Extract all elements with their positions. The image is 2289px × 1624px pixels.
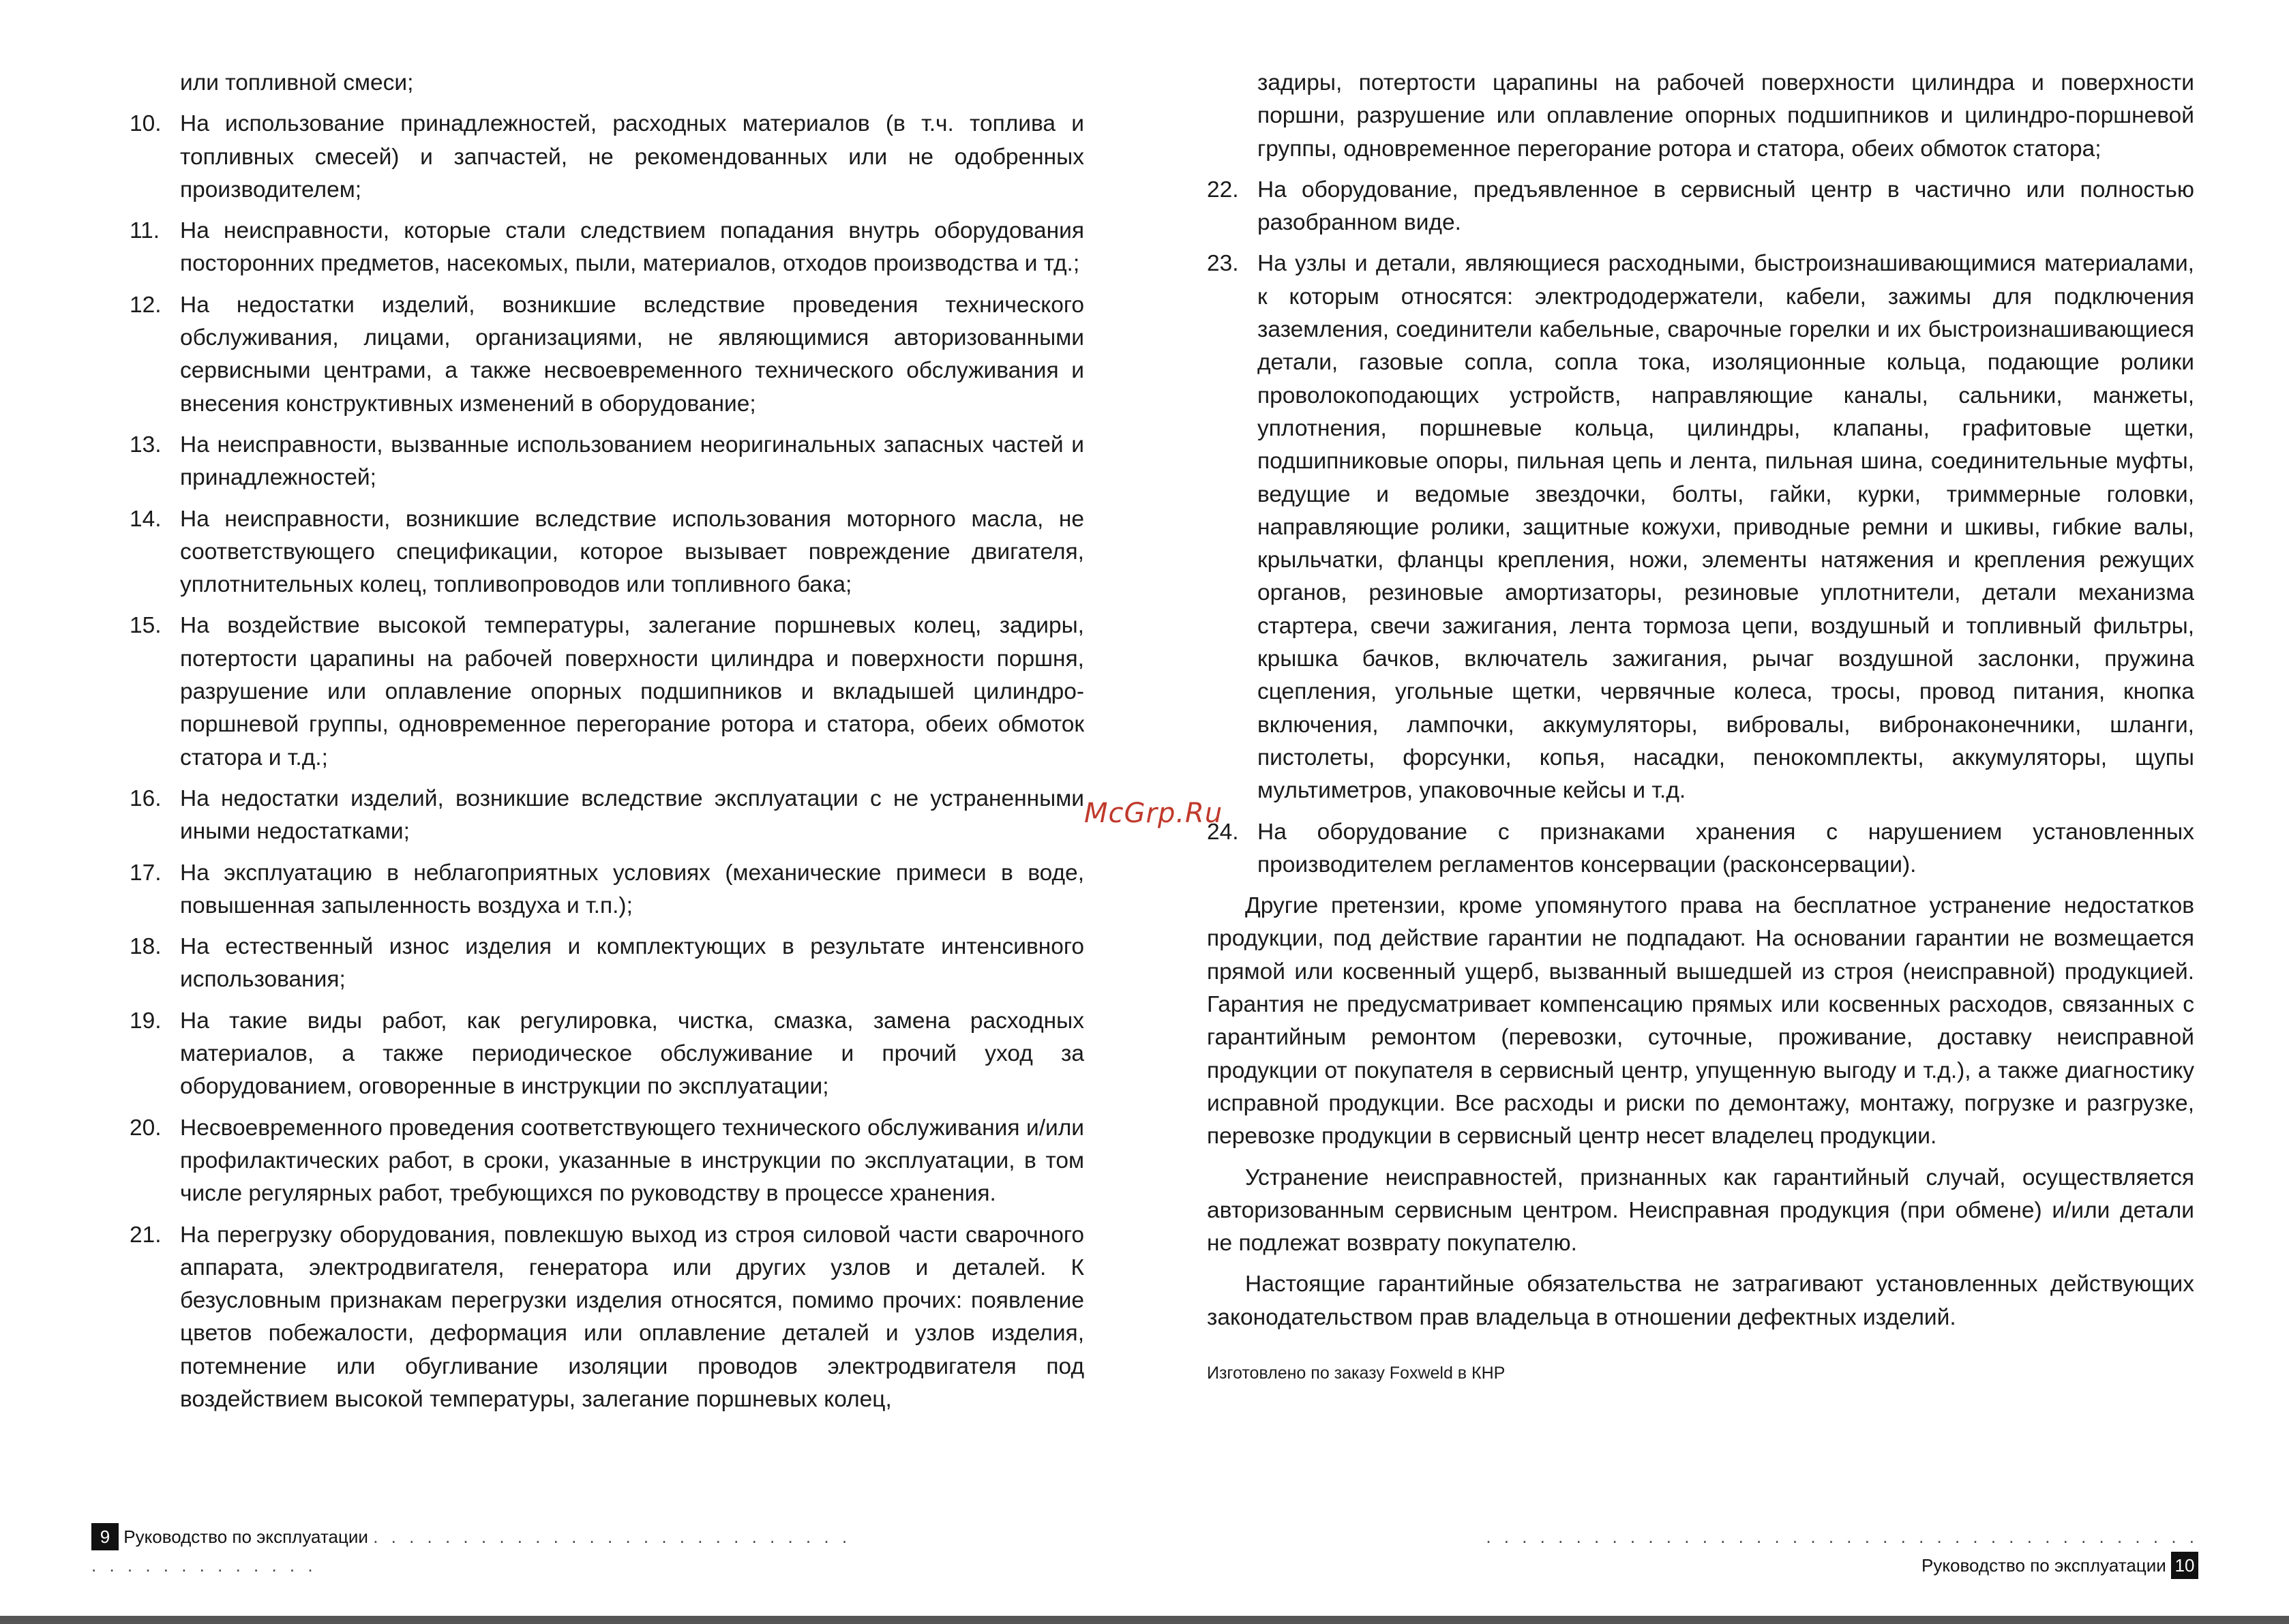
list-item-number: 12. [130, 292, 162, 318]
list-item-text: На воздействие высокой температуры, залегание поршневых колец, задиры, потертости царапины на рабочей поверхности цилиндра и поверхности поршня, разрушение или оплавление опорных подшипников и вкладышей цилиндро-поршневой группы, одновременное перегорание ротора и статора, обеих обмоток статора и т.д.; [180, 613, 1084, 770]
list-item [130, 610, 1084, 774]
page-number-badge: 10 [2171, 1552, 2198, 1579]
list-item [1207, 247, 2194, 807]
watermark-text: McGrp.Ru [1084, 798, 1223, 829]
list-item-number: 24. [1207, 819, 1239, 845]
list-item-number: 16. [130, 785, 162, 811]
list-item-number: 17. [130, 860, 162, 886]
list-item [130, 1219, 1084, 1417]
list-item-text: На узлы и детали, являющиеся расходными, быстроизнашивающимися материалами, к которым относятся: электрододержатели, кабели, зажимы для подключения заземления, соединители кабельные, сварочные горелки и их быстроизнашивающиеся детали, газовые сопла, сопла тока, изоляционные кольца, подающие ролики проволокоподающих устройств, направляющие каналы, сальники, манжеты, уплотнения, поршневые кольца, цилиндры, клапаны, графитовые щетки, подшипниковые опоры, пильная цепь и лента, пильная шина, соединительные муфты, ведущие и ведомые звездочки, болты, гайки, курки, триммерные головки, направляющие ролики, защитные кожухи, приводные ремни и шкивы, гибкие валы, крыльчатки, фланцы крепления, ножи, элементы натяжения и крепления режущих органов, резиновые амортизаторы, резиновые уплотнители, детали механизма стартера, свечи зажигания, лента тормоза цепи, воздушный и топливный фильтры, крышка бачков, включатель зажигания, рычаг воздушной заслонки, пружина сцепления, угольные щетки, червячные колеса, тросы, провод питания, кнопка включения, лампочки, аккумуляторы, вибровалы, вибронаконечники, шланги, пистолеты, форсунки, копья, насадки, пенокомплекты, аккумуляторы, щупы мультиметров, упаковочные кейсы и т.д. [1257, 251, 2194, 804]
right-lead-fragment: задиры, потертости царапины на рабочей поверхности цилиндра и поверхности поршни, разрушение или оплавление опорных подшипников и цилиндро-поршневой группы, одновременное перегорание ротора и статора, обеих обмоток статора; [1257, 70, 2194, 162]
list-item-number: 11. [130, 218, 160, 244]
list-item-text: На естественный износ изделия и комплектующих в результате интенсивного использования; [180, 934, 1084, 993]
footer-title: Руководство по эксплуатации [1921, 1555, 2166, 1576]
list-item [130, 1112, 1084, 1211]
left-lead-fragment: или топливной смеси; [180, 70, 414, 95]
bottom-edge-bar [0, 1616, 2289, 1624]
body-paragraph: Устранение неисправностей, признанных как гарантийный случай, осуществляется авторизованным сервисным центром. Неисправная продукция (при обмене) и/или детали не подлежат возврату покупателю. [1207, 1164, 2194, 1257]
right-page-column [1207, 67, 2194, 1385]
list-item-number: 18. [130, 934, 162, 960]
left-page-footer [91, 1522, 869, 1579]
list-item-number: 13. [130, 432, 162, 457]
list-item-text: На неисправности, которые стали следствием попадания внутрь оборудования посторонних предметов, насекомых, пыли, материалов, отходов производства и тд.; [180, 218, 1084, 277]
list-item-text: На неисправности, возникшие вследствие использования моторного масла, не соответствующего спецификации, которое вызывает повреждение двигателя, уплотнительных колец, топливопроводов или топливного бака; [180, 506, 1084, 598]
footer-leader-dots: . . . . . . . . . . . . . . . . . . . . . . . . . . . . . . . . . . . . . . . . [1486, 1527, 2198, 1548]
list-item [1207, 174, 2194, 240]
list-item-number: 14. [130, 506, 162, 532]
list-item-text: Несвоевременного проведения соответствующего технического обслуживания и/или профилактических работ, в сроки, указанные в инструкции по эксплуатации, в том числе регулярных работ, требующихся по руководству в процессе хранения. [180, 1115, 1084, 1207]
list-item-number: 21. [130, 1222, 162, 1248]
list-item-text: На недостатки изделий, возникшие вследствие эксплуатации с не устраненными иными недостатками; [180, 785, 1084, 845]
list-item [130, 429, 1084, 495]
list-item [1207, 816, 2194, 882]
list-item [130, 215, 1084, 281]
body-paragraph: Другие претензии, кроме упомянутого права на бесплатное устранение недостатков продукции, под действие гарантии не подпадают. На основании гарантии не возмещается прямой или косвенный ущерб, вызванный вышедшей из строя (неисправной) продукцией. Гарантия не предусматривает компенсацию прямых или косвенных расходов, связанных с гарантийным ремонтом (перевозки, суточные, проживание, доставку неисправной продукции от покупателя в сервисный центр, упущенную выгоду и т.д.), а также диагностику исправной продукции. Все расходы и риски по демонтажу, монтажу, погрузке и разгрузке, перевозке продукции в сервисный центр несет владелец продукции. [1207, 893, 2194, 1149]
list-item-number: 23. [1207, 251, 1239, 277]
body-paragraph: Настоящие гарантийные обязательства не затрагивают установленных действующих законодательством прав владельца в отношении дефектных изделий. [1207, 1272, 2194, 1330]
list-item-number: 10. [130, 111, 162, 137]
page-number-badge: 9 [91, 1523, 119, 1550]
list-item-number: 15. [130, 613, 162, 639]
list-item-text: На эксплуатацию в неблагоприятных условиях (механические примеси в воде, повышенная запыленность воздуха и т.п.); [180, 860, 1084, 918]
list-item [130, 503, 1084, 602]
list-item-text: На оборудование с признаками хранения с нарушением установленных производителем регламентов консервации (расконсервации). [1257, 819, 2194, 877]
list-item [130, 289, 1084, 421]
list-item-text: На такие виды работ, как регулировка, чистка, смазка, замена расходных материалов, а также периодическое обслуживание и прочий уход за оборудованием, оговоренные в инструкции по эксплуатации; [180, 1008, 1084, 1100]
list-item [130, 1005, 1084, 1104]
list-item-text: На недостатки изделий, возникшие вследствие проведения технического обслуживания, лицами, организациями, не являющимися авторизованными сервисными центрами, а также несвоевременного технического обслуживания и внесения конструктивных изменений в оборудование; [180, 292, 1084, 417]
list-item [130, 857, 1084, 923]
list-item-number: 19. [130, 1008, 162, 1034]
list-item-text: На использование принадлежностей, расходных материалов (в т.ч. топлива и топливных смесей) и запчастей, не рекомендованных или не одобренных производителем; [180, 111, 1084, 202]
manufacturer-note: Изготовлено по заказу Foxweld в КНР [1207, 1363, 1506, 1383]
footer-leader-dots: . . . . . . . . . . . . . . . . . . . . . . . . . . . . . . . . . . . . . . . . [91, 1527, 852, 1576]
list-item-text: На перегрузку оборудования, повлекшую выход из строя силовой части сварочного аппарата, электродвигателя, генератора или других узлов и деталей. К безусловным признакам перегрузки изделия относятся, помимо прочих: появление цветов побежалости, деформация или оплавление деталей и узлов изделия, потемнение или обугливание изоляции проводов электродвигателя под воздействием высокой температуры, залегание поршневых колец, [180, 1222, 1084, 1412]
list-item-number: 20. [130, 1115, 162, 1141]
list-item-text: На оборудование, предъявленное в сервисный центр в частично или полностью разобранном виде. [1257, 177, 2194, 236]
list-item-number: 22. [1207, 177, 1239, 202]
list-item-text: На неисправности, вызванные использованием неоригинальных запасных частей и принадлежностей; [180, 432, 1084, 491]
list-item [130, 783, 1084, 849]
right-page-footer [1405, 1522, 2198, 1579]
left-page-column [130, 67, 1084, 1424]
list-item [130, 931, 1084, 997]
list-item [130, 108, 1084, 207]
footer-title: Руководство по эксплуатации [123, 1527, 368, 1548]
